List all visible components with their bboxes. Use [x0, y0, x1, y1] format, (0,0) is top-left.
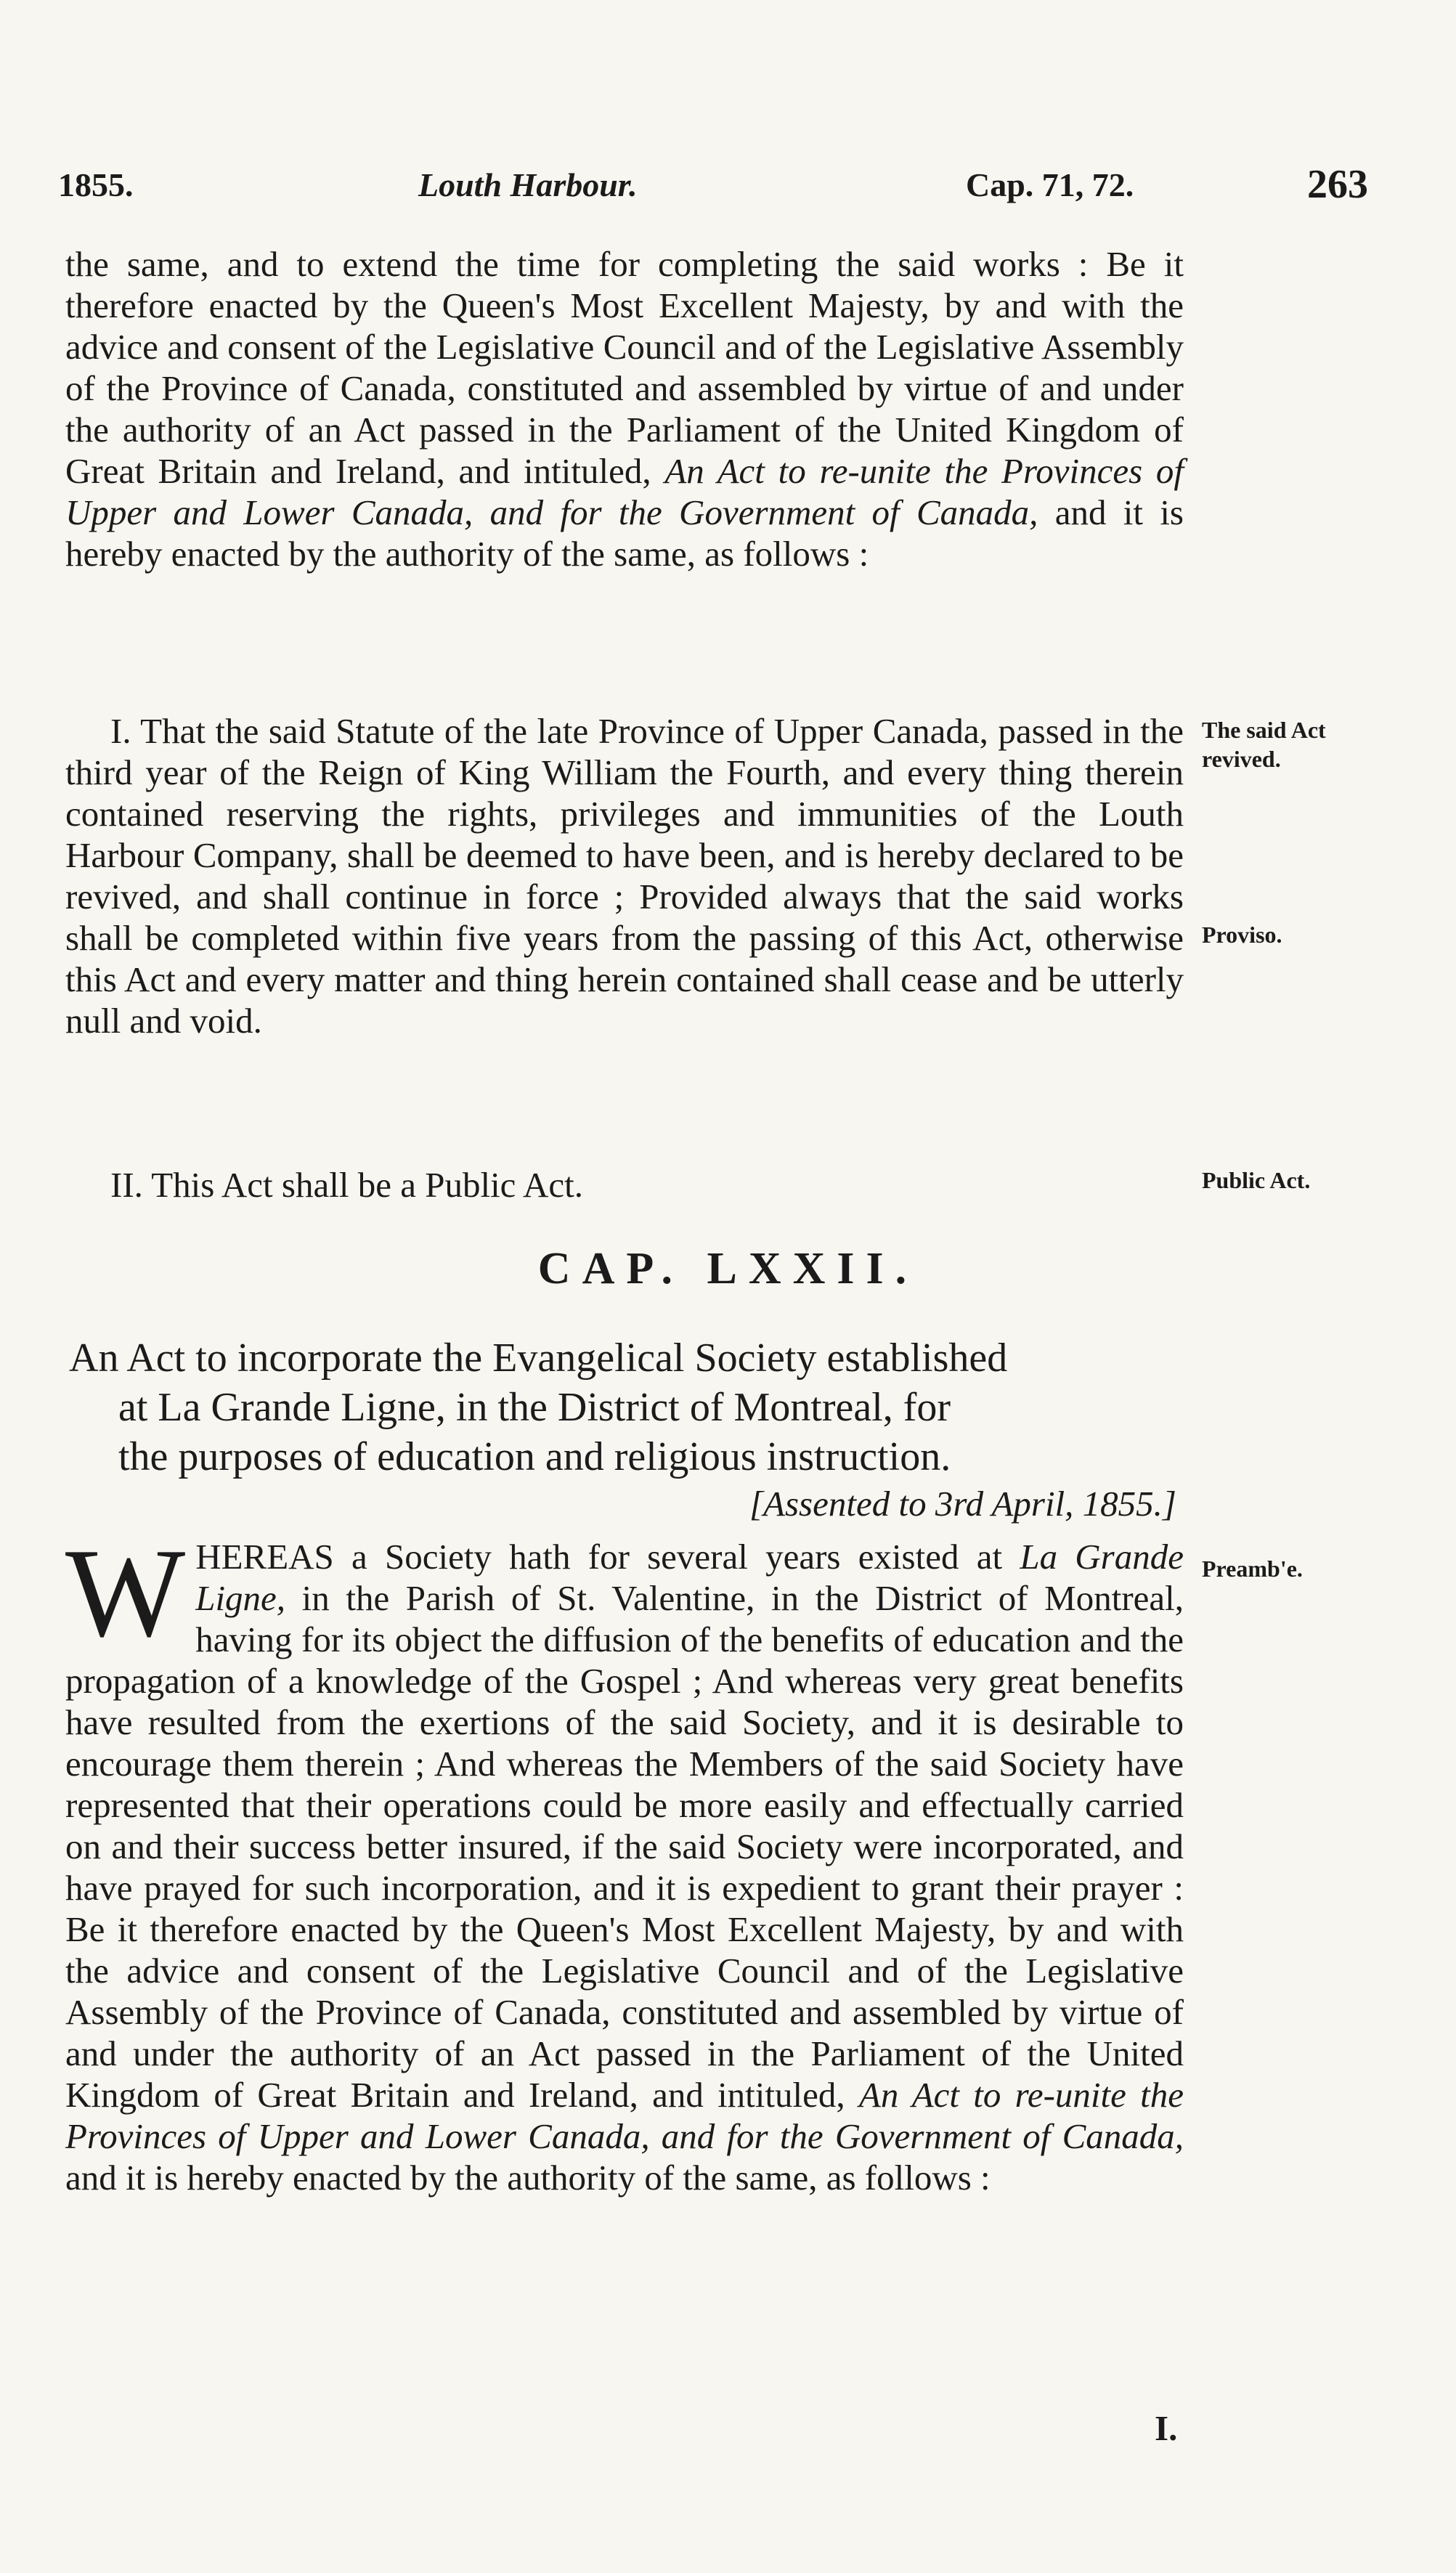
catchword: I. — [1155, 2408, 1178, 2448]
page-number: 263 — [1307, 162, 1368, 207]
preamble-union-act-title: An Act to re-unite the Provinces of Upper and Lower Canada, and for the Government of Canada, — [65, 2075, 1184, 2156]
section-2 — [65, 1164, 1184, 1206]
cap72-preamble — [65, 1522, 1184, 2198]
preamble-opening: HEREAS a Society hath for several years existed at — [195, 1537, 1003, 1577]
enacting-text: the same, and to extend the time for completing the said works : Be it therefore enacted by the Queen's Most Excellent Majesty, by and with the advice and consent of the Legislative Council and of the Legislative Assembly of the Province of Canada, constituted and assembled by virtue of and under the authority of an Act passed in the Parliament of the United Kingdom of Great Britain and Ireland, and intituled, — [65, 244, 1184, 491]
cap71-enacting-clause — [65, 243, 1184, 574]
union-act-title: An Act to re-unite the Provinces of Upper and Lower Canada, and for the Government of Canada, — [65, 451, 1184, 532]
preamble-tail: and it is hereby enacted by the authority of the same, as follows : — [65, 2158, 991, 2198]
section-1-text: I. That the said Statute of the late Province of Upper Canada, passed in the third year of the Reign of King William the Fourth, and every thing therein contained reserving the rights, privileges and immunities of the Louth Harbour Company, shall be deemed to have been, and is hereby declared to be revived, and shall continue in force ; Provided always that the said works shall be completed within five years from the passing of this Act, otherwise this Act and every matter and thing herein contained shall cease and be utterly null and void. — [65, 711, 1184, 1041]
preamble-place: La Grande Ligne, — [195, 1537, 1184, 1618]
act-title-line-3: the purposes of education and religious instruction. — [118, 1434, 951, 1479]
act-title-line-1: An Act to incorporate the Evangelical Society established — [69, 1336, 1008, 1381]
running-head-year: 1855. — [58, 166, 134, 203]
assent-date: [Assented to 3rd April, 1855.] — [749, 1484, 1176, 1524]
act-long-title — [69, 1333, 1187, 1481]
chapter-heading: CAP. LXXII. — [537, 1244, 919, 1293]
running-head — [0, 162, 1456, 216]
section-1 — [65, 710, 1184, 1041]
enacting-tail: and it is hereby enacted by the authority of the same, as follows : — [65, 492, 1184, 574]
running-head-title: Louth Harbour. — [418, 166, 638, 203]
margin-note-proviso: Proviso. — [1202, 922, 1282, 948]
act-title-line-2: at La Grande Ligne, in the District of Montreal, for — [118, 1385, 951, 1430]
margin-note-revived: The said Act revived. — [1202, 717, 1326, 772]
running-head-chapter: Cap. 71, 72. — [966, 166, 1134, 203]
drop-cap: W — [65, 1522, 186, 1663]
margin-note-preamble: Preamb'e. — [1202, 1556, 1303, 1582]
margin-note-public-act: Public Act. — [1202, 1167, 1311, 1193]
section-2-text: II. This Act shall be a Public Act. — [110, 1165, 583, 1205]
preamble-body: in the Parish of St. Valentine, in the District of Montreal, having for its object the diffusion of the benefits of education and the propagation of a knowledge of the Gospel ; And whereas very great benefits have resulted from the exertions of the said Society, and it is desirable to encourage them therein ; And whereas the Members of the said Society have represented that their operations could be more easily and effectually carried on and their success better insured, if the said Society were incorporated, and have prayed for such incorporation, and it is expedient to grant their prayer : Be it therefore enacted by the Queen's Most Excellent Majesty, by and with the advice and consent of the Legislative Council and of the Legislative Assembly of the Province of Canada, constituted and assembled by virtue of and under the authority of an Act passed in the Parliament of the United Kingdom of Great Britain and Ireland, and intituled, — [65, 1578, 1184, 2115]
